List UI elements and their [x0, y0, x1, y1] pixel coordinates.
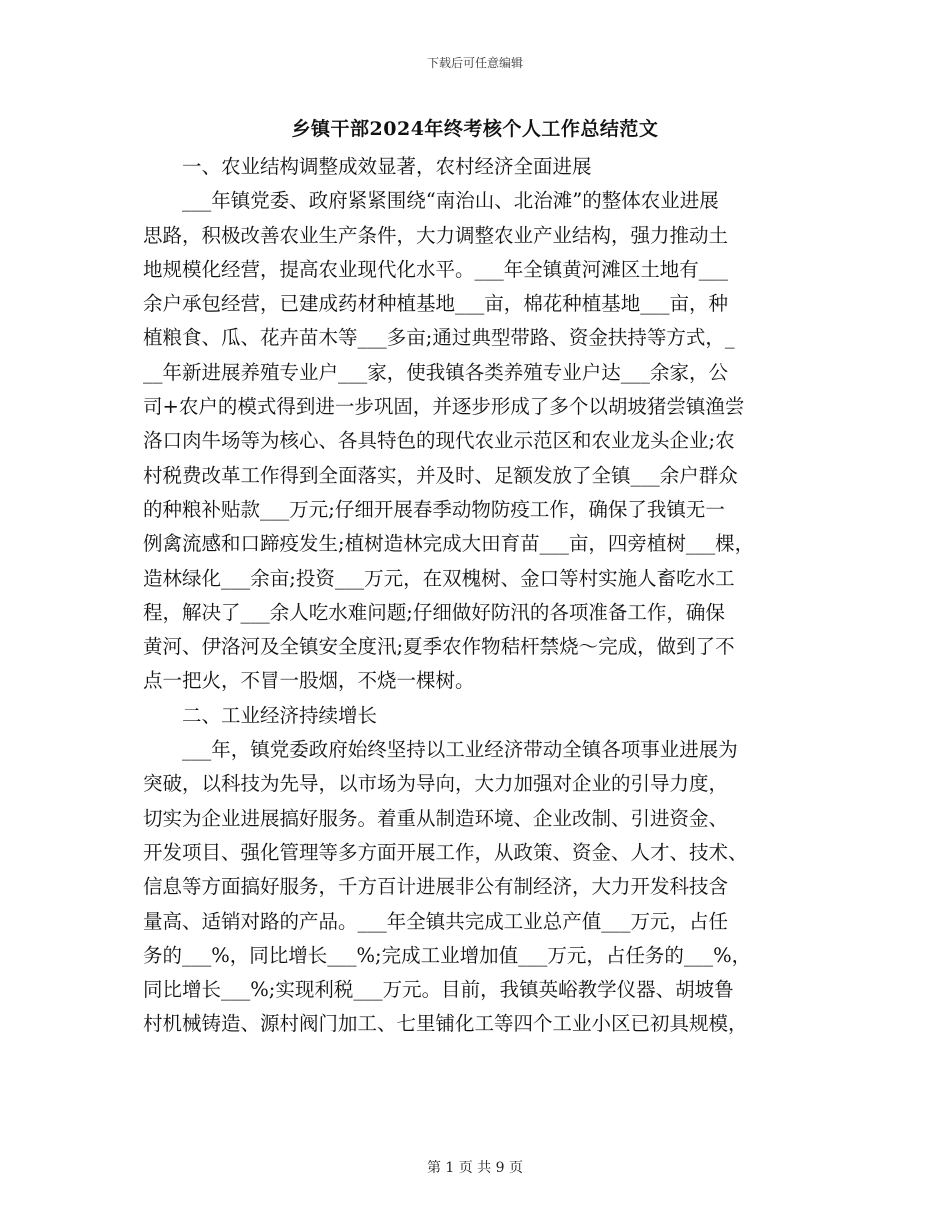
- text-line: 务的___%，同比增长___%;完成工业增加值___万元，占任务的___%，: [143, 943, 752, 967]
- text-line: 造林绿化___余亩;投资___万元，在双槐树、金口等村实施人畜吃水工: [143, 566, 735, 590]
- text-line: 程，解决了___余人吃水难问题;仔细做好防汛的各项准备工作，确保: [143, 600, 725, 624]
- text-line: 量高、适销对路的产品。___年全镇共完成工业总产值___万元，占任: [143, 909, 729, 933]
- text-line: 点一把火，不冒一股烟，不烧一棵树。: [143, 669, 475, 693]
- document-body: [143, 150, 809, 1042]
- text-line: 的种粮补贴款___万元;仔细开展春季动物防疫工作，确保了我镇无一: [143, 497, 725, 521]
- text-line: 开发项目、强化管理等多方面开展工作，从政策、资金、人才、技术、: [143, 840, 748, 864]
- text-line: 切实为企业进展搞好服务。着重从制造环境、企业改制、引进资金、: [143, 806, 729, 830]
- text-line: 一、农业结构调整成效显著，农村经济全面进展: [143, 155, 592, 178]
- text-line: 思路，积极改善农业生产条件，大力调整农业产业结构，强力推动土: [143, 223, 729, 247]
- text-line: 同比增长___%;实现利税___万元。目前，我镇英峪教学仪器、胡坡鲁: [143, 978, 734, 1002]
- text-line: ___年，镇党委政府始终坚持以工业经济带动全镇各项事业进展为: [143, 738, 738, 762]
- text-line: 突破，以科技为先导，以市场为导向，大力加强对企业的引导力度，: [143, 772, 729, 796]
- text-line: __年新进展养殖专业户___家，使我镇各类养殖专业户达___余家，公: [143, 360, 729, 384]
- text-line: 司+农户的模式得到进一步巩固，并逐步形成了多个以胡坡猪尝镇渔尝: [143, 395, 745, 419]
- text-line: 例禽流感和口蹄疫发生;植树造林完成大田育苗___亩，四旁植树___棵，: [143, 532, 755, 556]
- text-line: 二、工业经济持续增长: [143, 703, 378, 727]
- text-line: 信息等方面搞好服务，千方百计进展非公有制经济，大力开发科技含: [143, 875, 729, 899]
- text-line: 村机械铸造、源村阀门加工、七里铺化工等四个工业小区已初具规模，: [143, 1012, 748, 1036]
- page-number-footer: 第 1 页 共 9 页: [426, 1160, 524, 1176]
- text-line: 植粮食、瓜、花卉苗木等___多亩;通过典型带路、资金扶持等方式，_: [143, 326, 735, 350]
- text-line: 洛口肉牛场等为核心、各具特色的现代农业示范区和农业龙头企业;农: [143, 429, 735, 453]
- text-line: ___年镇党委、政府紧紧围绕“南治山、北治滩”的整体农业进展: [143, 189, 719, 213]
- text-line: 黄河、伊洛河及全镇安全度汛;夏季农作物秸杆禁烧～完成，做到了不: [143, 635, 735, 659]
- text-line: 余户承包经营，已建成药材种植基地___亩，棉花种植基地___亩，种: [143, 292, 729, 316]
- text-line: 地规模化经营，提高农业现代化水平。___年全镇黄河滩区土地有___: [143, 257, 729, 281]
- text-line: 村税费改革工作得到全面落实，并及时、足额发放了全镇___余户群众: [143, 463, 738, 487]
- page-header-note: 下载后可任意编辑: [426, 56, 523, 70]
- document-title: 乡镇干部2024年终考核个人工作总结范文: [291, 118, 659, 140]
